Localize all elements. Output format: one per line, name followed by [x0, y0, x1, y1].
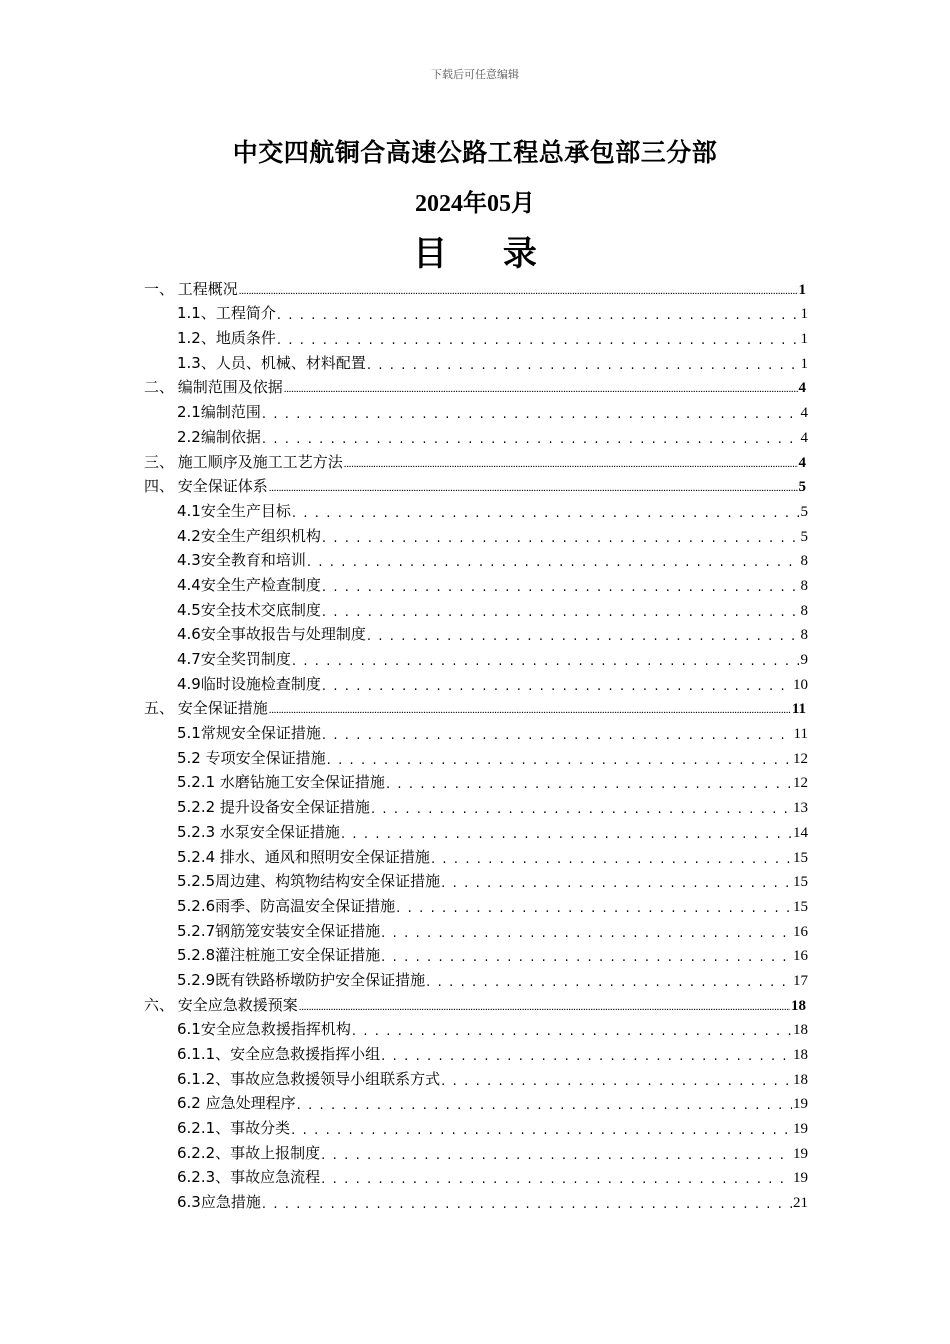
toc-entry-label: 4.5安全技术交底制度: [177, 600, 321, 619]
toc-dot-leader: [367, 355, 800, 373]
toc-dot-leader: [371, 799, 792, 817]
toc-dot-leader: [277, 330, 800, 348]
toc-entry-label: 6.2.3、事故应急流程: [177, 1168, 321, 1187]
toc-subsection-entry[interactable]: [144, 1089, 808, 1114]
toc-dot-leader: [381, 923, 792, 941]
header-note: 下载后可任意编辑: [431, 68, 519, 81]
toc-dot-leader: [322, 676, 792, 694]
toc-subsection-entry[interactable]: [144, 792, 808, 817]
toc-dot-leader: [299, 998, 790, 1015]
toc-entry-page-number: 8: [800, 602, 808, 619]
toc-entry-label: 5.1常规安全保证措施: [177, 724, 321, 743]
toc-entry-page-number: 4: [800, 429, 808, 446]
toc-subsection-entry[interactable]: [144, 1187, 808, 1212]
toc-dot-leader: [441, 873, 792, 891]
toc-dot-leader: [386, 774, 792, 792]
toc-dot-leader: [327, 750, 792, 768]
toc-subsection-entry[interactable]: [144, 348, 808, 373]
toc-dot-leader: [341, 824, 792, 842]
toc-entry-page-number: 5: [798, 479, 806, 496]
toc-entry-label: 4.9临时设施检查制度: [177, 674, 321, 693]
toc-subsection-entry[interactable]: [144, 496, 808, 521]
toc-entry-page-number: 1: [800, 331, 808, 348]
toc-subsection-entry[interactable]: [144, 1064, 808, 1089]
toc-entry-label: 5.2.4 排水、通风和照明安全保证措施: [177, 847, 430, 866]
toc-section-entry[interactable]: [144, 694, 808, 719]
toc-entry-page-number: 19: [793, 1121, 808, 1138]
toc-entry-page-number: 12: [793, 750, 808, 767]
toc-subsection-entry[interactable]: [144, 1163, 808, 1188]
toc-entry-page-number: 9: [800, 652, 808, 668]
toc-section-entry[interactable]: [144, 373, 808, 398]
toc-dot-leader: [431, 849, 792, 867]
toc-entry-page-number: 10: [793, 676, 808, 693]
toc-entry-page-number: 14: [793, 824, 808, 841]
toc-entry-page-number: 4: [798, 380, 806, 397]
toc-dot-leader: [292, 503, 800, 521]
toc-subsection-entry[interactable]: [144, 397, 808, 422]
toc-heading: 目 录: [413, 234, 559, 274]
toc-entry-label: 6.2.2、事故上报制度: [177, 1143, 321, 1162]
toc-dot-leader: [262, 404, 800, 422]
toc-entry-label: 5.2.7钢筋笼安装安全保证措施: [177, 921, 381, 940]
toc-section-entry[interactable]: [144, 472, 808, 497]
toc-entry-label: 6.1.1、安全应急救援指挥小组: [177, 1045, 381, 1063]
table-of-contents: [144, 274, 808, 1212]
toc-section-entry[interactable]: [144, 990, 808, 1015]
toc-subsection-entry[interactable]: [144, 867, 808, 892]
toc-entry-label: 2.1编制范围: [177, 403, 261, 422]
toc-subsection-entry[interactable]: [144, 422, 808, 447]
toc-subsection-entry[interactable]: [144, 644, 808, 669]
toc-entry-page-number: 8: [800, 577, 808, 594]
toc-dot-leader: [292, 651, 800, 669]
toc-entry-page-number: 13: [793, 800, 808, 817]
toc-dot-leader: [322, 577, 800, 595]
toc-dot-leader: [321, 1169, 792, 1187]
toc-entry-label: 5.2.9既有铁路桥墩防护安全保证措施: [177, 970, 426, 989]
toc-dot-leader: [307, 552, 800, 570]
toc-dot-leader: [269, 479, 798, 496]
toc-entry-page-number: 5: [800, 503, 808, 520]
toc-subsection-entry[interactable]: [144, 891, 808, 916]
toc-subsection-entry[interactable]: [144, 669, 808, 694]
toc-entry-page-number: 19: [793, 1096, 808, 1113]
toc-dot-leader: [381, 947, 792, 965]
toc-entry-page-number: 18: [791, 997, 806, 1014]
toc-subsection-entry[interactable]: [144, 965, 808, 990]
toc-entry-label: 6.1.2、事故应急救援领导小组联系方式: [177, 1069, 441, 1088]
toc-entry-page-number: 5: [800, 528, 808, 545]
toc-entry-page-number: 4: [800, 405, 808, 422]
toc-entry-page-number: 19: [793, 1145, 808, 1162]
toc-subsection-entry[interactable]: [144, 718, 808, 743]
toc-subsection-entry[interactable]: [144, 743, 808, 768]
toc-entry-page-number: 8: [800, 627, 808, 644]
toc-entry-label: 4.6安全事故报告与处理制度: [177, 625, 366, 644]
toc-entry-label: 5.2.2 提升设备安全保证措施: [177, 798, 370, 817]
toc-subsection-entry[interactable]: [144, 768, 808, 793]
toc-entry-page-number: 21: [793, 1195, 808, 1212]
toc-subsection-entry[interactable]: [144, 842, 808, 867]
toc-entry-label: 三、 施工顺序及施工工艺方法: [144, 454, 343, 471]
toc-entry-label: 6.3应急措施: [177, 1193, 261, 1212]
toc-entry-label: 1.2、地质条件: [177, 329, 276, 348]
toc-entry-page-number: 15: [793, 898, 808, 915]
toc-entry-page-number: 11: [793, 726, 808, 743]
toc-dot-leader: [396, 898, 792, 916]
toc-entry-label: 4.2安全生产组织机构: [177, 526, 321, 545]
toc-entry-label: 5.2.1 水磨钻施工安全保证措施: [177, 773, 385, 792]
toc-dot-leader: [291, 1120, 792, 1138]
toc-entry-label: 6.1安全应急救援指挥机构: [177, 1020, 351, 1039]
toc-entry-label: 4.3安全教育和培训: [177, 551, 306, 570]
toc-subsection-entry[interactable]: [144, 1039, 808, 1064]
toc-dot-leader: [426, 972, 792, 990]
toc-entry-page-number: 18: [793, 1071, 808, 1088]
toc-dot-leader: [321, 1145, 792, 1163]
toc-entry-page-number: 16: [793, 948, 808, 965]
toc-entry-label: 4.1安全生产目标: [177, 501, 291, 520]
toc-subsection-entry[interactable]: [144, 1113, 808, 1138]
toc-subsection-entry[interactable]: [144, 916, 808, 941]
toc-section-entry[interactable]: [144, 447, 808, 472]
toc-dot-leader: [322, 725, 793, 743]
toc-entry-label: 六、 安全应急救援预案: [144, 997, 298, 1014]
toc-subsection-entry[interactable]: [144, 595, 808, 620]
toc-entry-page-number: 1: [800, 355, 808, 372]
toc-entry-page-number: 11: [791, 701, 806, 718]
toc-dot-leader: [262, 429, 800, 447]
toc-dot-leader: [322, 528, 800, 546]
toc-entry-label: 6.2 应急处理程序: [177, 1094, 296, 1113]
toc-dot-leader: [239, 282, 798, 299]
toc-dot-leader: [367, 626, 800, 644]
toc-dot-leader: [352, 1021, 792, 1039]
toc-entry-label: 2.2编制依据: [177, 427, 261, 446]
toc-subsection-entry[interactable]: [144, 620, 808, 645]
toc-entry-label: 5.2.3 水泵安全保证措施: [177, 822, 340, 841]
toc-entry-label: 4.4安全生产检查制度: [177, 575, 321, 594]
toc-entry-page-number: 15: [793, 874, 808, 891]
toc-entry-label: 四、 安全保证体系: [144, 479, 268, 496]
toc-entry-label: 5.2.5周边建、构筑物结构安全保证措施: [177, 872, 441, 891]
toc-entry-label: 二、 编制范围及依据: [144, 380, 283, 397]
document-title: 中交四航铜合高速公路工程总承包部三分部: [232, 138, 718, 167]
toc-entry-label: 5.2 专项安全保证措施: [177, 748, 326, 767]
toc-entry-label: 5.2.8灌注桩施工安全保证措施: [177, 946, 381, 965]
toc-dot-leader: [277, 305, 800, 323]
toc-entry-page-number: 18: [793, 1047, 808, 1063]
toc-subsection-entry[interactable]: [144, 299, 808, 324]
toc-subsection-entry[interactable]: [144, 941, 808, 966]
toc-entry-page-number: 8: [800, 553, 808, 570]
toc-dot-leader: [269, 701, 791, 718]
toc-entry-label: 4.7安全奖罚制度: [177, 650, 291, 668]
toc-entry-label: 一、 工程概况: [144, 281, 238, 298]
toc-entry-page-number: 17: [793, 972, 808, 989]
toc-subsection-entry[interactable]: [144, 817, 808, 842]
toc-entry-page-number: 12: [793, 775, 808, 792]
toc-entry-page-number: 19: [793, 1170, 808, 1187]
toc-entry-label: 1.3、人员、机械、材料配置: [177, 353, 366, 372]
toc-subsection-entry[interactable]: [144, 323, 808, 348]
toc-entry-page-number: 18: [793, 1022, 808, 1039]
toc-entry-page-number: 4: [798, 454, 806, 471]
toc-dot-leader: [284, 380, 798, 397]
toc-dot-leader: [344, 455, 798, 472]
toc-entry-label: 6.2.1、事故分类: [177, 1119, 291, 1138]
toc-dot-leader: [322, 602, 800, 620]
toc-section-entry[interactable]: [144, 274, 808, 299]
toc-dot-leader: [381, 1046, 792, 1064]
toc-dot-leader: [262, 1194, 792, 1212]
document-date: 2024年05月: [415, 191, 535, 217]
toc-entry-page-number: 15: [793, 849, 808, 866]
toc-subsection-entry[interactable]: [144, 521, 808, 546]
toc-subsection-entry[interactable]: [144, 1138, 808, 1163]
toc-entry-label: 五、 安全保证措施: [144, 701, 268, 718]
toc-subsection-entry[interactable]: [144, 1015, 808, 1040]
toc-entry-page-number: 1: [800, 306, 808, 323]
toc-entry-page-number: 16: [793, 923, 808, 940]
toc-subsection-entry[interactable]: [144, 570, 808, 595]
toc-entry-label: 1.1、工程简介: [177, 304, 276, 323]
toc-subsection-entry[interactable]: [144, 546, 808, 571]
toc-entry-page-number: 1: [798, 281, 806, 298]
toc-entry-label: 5.2.6雨季、防高温安全保证措施: [177, 896, 396, 915]
toc-dot-leader: [297, 1095, 792, 1113]
toc-dot-leader: [441, 1071, 792, 1089]
